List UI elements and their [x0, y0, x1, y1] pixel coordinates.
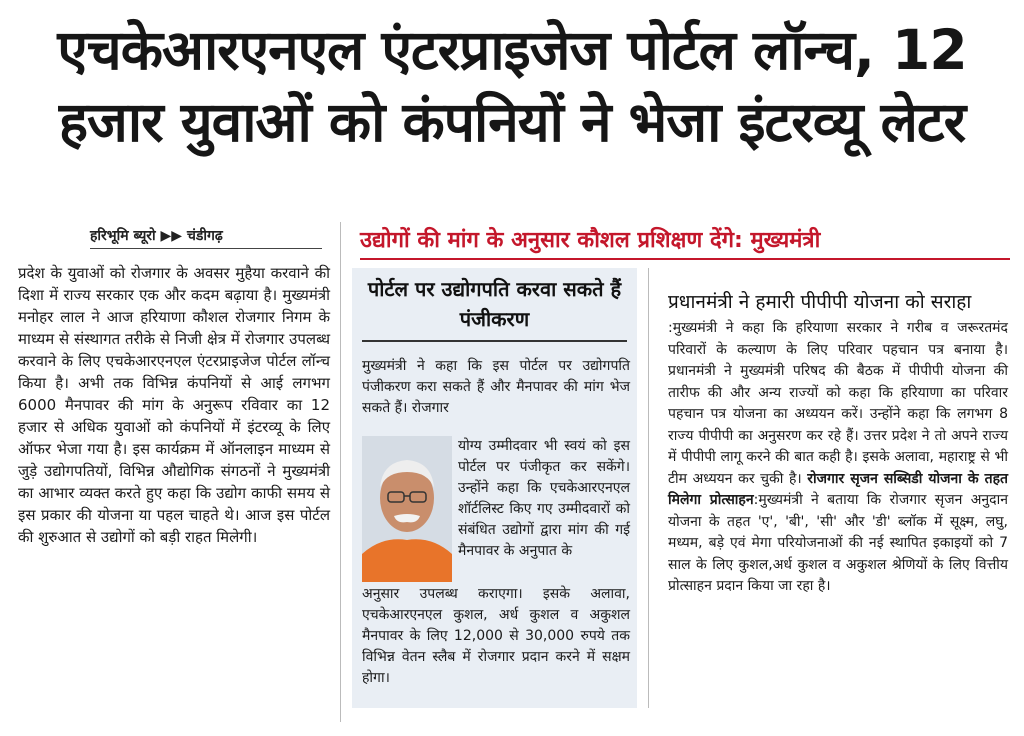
- box-heading: पोर्टल पर उद्योगपति करवा सकते हैं पंजीकरण: [367, 277, 622, 331]
- column3-heading: प्रधानमंत्री ने हमारी पीपीपी योजना को सराहा: [668, 291, 972, 313]
- chief-minister-photo: [362, 436, 452, 582]
- headline: [0, 14, 1024, 158]
- column-divider-2: [648, 268, 649, 708]
- headline-line-1: एचकेआरएनएल एंटरप्राइजेज पोर्टल लॉन्च, 12: [57, 18, 967, 82]
- box-text-beside-photo: योग्य उम्मीदवार भी स्वयं को इस पोर्टल पर पंजीकृत कर सकेंगे। उन्होंने कहा कि एचकेआरएनएल शॉर्टलिस्ट किए गए उम्मीदवारों को संबंधित उद्योगों द्वारा मांग की गई मैनपावर के अनुपात के: [458, 438, 630, 559]
- box-text-bottom: अनुसार उपलब्ध कराएगा। इसके अलावा, एचकेआरएनएल कुशल, अर्ध कुशल व अकुशल मैनपावर के लिए 12,000 से 30,000 रुपये तक विभिन्न वेतन स्लैब में रोजगार प्रदान करने में सक्षम होगा।: [362, 586, 630, 686]
- article-column-3: [668, 318, 1008, 598]
- byline: हरिभूमि ब्यूरो ▶▶ चंडीगढ़: [90, 226, 322, 249]
- column3-para-1: :मुख्यमंत्री ने कहा कि हरियाणा सरकार ने गरीब व जरूरतमंद परिवारों के कल्याण के लिए परिवार पहचान पत्र बनाया है। प्रधानमंत्री ने मुख्यमंत्री परिषद की बैठक में पीपीपी योजना की तारीफ की और अन्य राज्यों को कहा कि हरियाणा का परिवार पहचान पत्र योजना का अध्ययन करें। उन्होंने कहा कि लगभग 8 राज्य पीपीपी का अनुसरण कर रहे हैं। उत्तर प्रदेश ने तो अपने राज्य में पीपीपी लागू करने की बात कही है। इसके अलावा, महाराष्ट्र से भी टीम अध्ययन कर चुकी है।: [668, 320, 1008, 487]
- box-text-top: मुख्यमंत्री ने कहा कि इस पोर्टल पर उद्योगपति पंजीकरण करा सकते हैं और मैनपावर की मांग भेज सकते हैं। रोजगार: [362, 358, 630, 416]
- column-divider: [340, 222, 341, 722]
- column3-para-2: :मुख्यमंत्री ने बताया कि रोजगार सृजन अनुदान योजना के तहत 'ए', 'बी', 'सी' और 'डी' ब्लॉक में सूक्ष्म, लघु, मध्यम, बड़े एवं मेगा परियोजनाओं की नई स्थापित इकाइयों को 7 साल के लिए कुशल,अर्ध कुशल व अकुशल श्रेणियों के लिए वित्तीय प्रोत्साहन प्रदान किया जा रहा है।: [668, 492, 1008, 594]
- article-column-1: प्रदेश के युवाओं को रोजगार के अवसर मुहैया करवाने की दिशा में राज्य सरकार एक और कदम बढ़ाया है। मुख्यमंत्री मनोहर लाल ने आज हरियाणा कौशल रोजगार निगम के माध्यम से संस्थागत तरीके से निजी क्षेत्र में रोजगार उपलब्ध करवाने के लिए एचकेआरएनएल एंटरप्राइजेज पोर्टल लॉन्च किया है। अभी तक विभिन्न कंपनियों से आई लगभग 6000 मैनपावर की मांग के अनुरूप रविवार का 12 हजार से अधिक युवाओं को कंपनियों में इंटरव्यू के लिए ऑफर भेजा गया है। इस कार्यक्रम में ऑनलाइन माध्यम से जुड़े उद्योगपतियों, विभिन्न औद्योगिक संगठनों ने मुख्यमंत्री का आभार व्यक्त करते हुए कहा कि उद्योग काफी समय से इस प्रकार की योजना या पहल चाहते थे। आज इस पोर्टल की शुरुआत से उद्योगों को बड़ी राहत मिलेगी।: [18, 264, 330, 546]
- subheadline: उद्योगों की मांग के अनुसार कौशल प्रशिक्षण देंगे: मुख्यमंत्री: [360, 226, 1010, 260]
- box-divider: [362, 340, 627, 342]
- headline-line-2: हजार युवाओं को कंपनियों ने भेजा इंटरव्यू लेटर: [58, 90, 966, 154]
- column3-subheading: रोजगार सृजन सब्सिडी योजना के तहत मिलेगा प्रोत्साहन: [668, 470, 1009, 508]
